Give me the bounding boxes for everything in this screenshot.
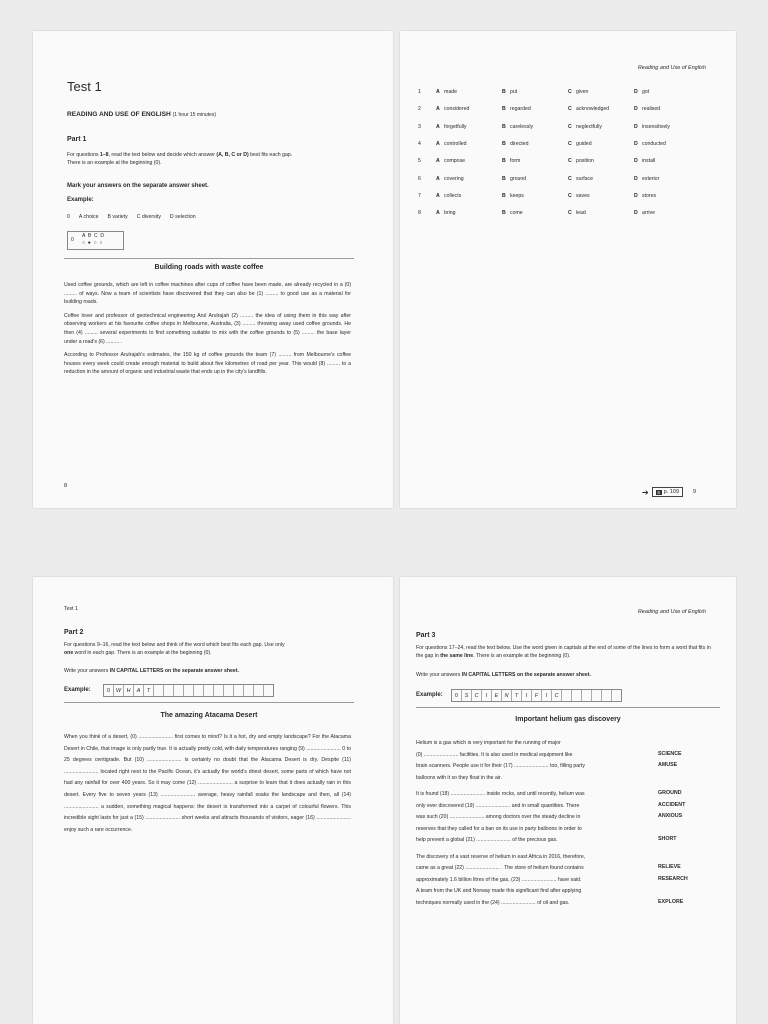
paragraph: According to Professor Arulrajah's estimates, the 150 kg of coffee grounds the team (7) ......... from Melbourne's coffee houses every week could create enough material to build about five kilometres of road per year. This would (8) ......... to a reduction in the amount of organic and industrial waste that ends up in the city's landfills. — [64, 352, 351, 376]
question-number: 3 — [418, 123, 421, 130]
page-number: 9 — [693, 489, 697, 495]
option-d: realised — [642, 106, 661, 113]
keyword: ACCIDENT — [658, 801, 686, 808]
question-number: 2 — [418, 106, 421, 113]
option-letter: C — [568, 106, 572, 113]
question-number: 4 — [418, 140, 421, 147]
divider — [416, 707, 720, 708]
example-answer-box — [67, 231, 124, 250]
option-letter: B — [502, 175, 506, 182]
option-a: covering — [444, 175, 464, 182]
option-c: neglectfully — [576, 123, 602, 130]
keyword: GROUND — [658, 790, 682, 796]
page-number: 8 — [64, 483, 68, 489]
letter-cell — [214, 685, 224, 696]
letter-cell: N — [502, 690, 512, 701]
text-line: came as a great (22) ........................ . The store of helium found contains — [416, 865, 584, 871]
option-b: regarded — [510, 106, 531, 113]
text-title: Building roads with waste coffee — [154, 264, 264, 271]
part-3-instructions — [416, 644, 716, 660]
question-number: 8 — [418, 210, 421, 217]
example-box-number: 0 — [71, 237, 74, 243]
option-letter: B — [502, 140, 506, 147]
keyword: SHORT — [658, 836, 677, 842]
option-letter: D — [634, 192, 638, 199]
option-letter: B — [502, 210, 506, 217]
letter-cell — [612, 690, 621, 701]
section-time: (1 hour 15 minutes) — [172, 112, 216, 118]
question-number: 5 — [418, 158, 421, 165]
option-letter: D — [634, 158, 638, 165]
option-letter: A — [436, 106, 440, 113]
option-row — [418, 176, 700, 182]
option-a: bring — [444, 210, 456, 217]
instr-bold: the same line — [440, 653, 474, 659]
option-letter: B — [502, 123, 506, 130]
letter-cell — [234, 685, 244, 696]
letter-cell — [602, 690, 612, 701]
text-line: A team from the UK and Norway made this significant find after applying — [416, 888, 582, 894]
part-1-instructions — [67, 151, 367, 167]
text-title: Important helium gas discovery — [515, 716, 621, 723]
option-a: collects — [444, 192, 462, 199]
instr-text: Write your answers — [64, 668, 110, 674]
page-11 — [400, 577, 736, 1024]
option-letter: C — [568, 210, 572, 217]
letter-cell — [174, 685, 184, 696]
letter-cell: I — [522, 690, 532, 701]
letter-cell: I — [482, 690, 492, 701]
option-c: given — [576, 89, 589, 95]
example-label: Example: — [64, 687, 91, 693]
instr-bold: one — [64, 650, 74, 656]
mark-answers-note: Mark your answers on the separate answer sheet. — [67, 183, 209, 189]
option-letter: D — [634, 140, 638, 147]
example-label: Example: — [67, 197, 94, 203]
part-1-heading: Part 1 — [67, 136, 87, 143]
option-b: keeps — [510, 192, 524, 199]
ref-text: p. 109 — [663, 489, 680, 495]
option-row — [418, 158, 700, 164]
letter-cell — [254, 685, 264, 696]
option-row — [418, 193, 700, 199]
text-line: reserves that they called for a ban on its use in party balloons in order to — [416, 825, 582, 832]
option-b: directed — [510, 140, 529, 147]
option-b: put — [510, 89, 518, 95]
text-line: The discovery of a vast reserve of helium in east Africa in 2016, therefore, — [416, 853, 586, 860]
option-letter: D — [634, 106, 638, 113]
letter-cell: E — [492, 690, 502, 701]
option-a: made — [444, 89, 457, 95]
option-d: arrive — [642, 210, 655, 217]
instr-range: 1–8 — [99, 152, 109, 158]
letter-cell — [582, 690, 592, 701]
keyword: RELIEVE — [658, 864, 681, 870]
example-label: Example: — [416, 692, 443, 698]
example-box-marks: ○ ● ○ ○ — [82, 240, 103, 246]
section-heading — [67, 111, 216, 118]
text-line: was such (20) ........................ among doctors over the steady decline in — [416, 814, 581, 820]
letter-cell — [184, 685, 194, 696]
letter-cell — [244, 685, 254, 696]
keyword: ANXIOUS — [658, 813, 683, 819]
option-letter: A — [436, 140, 440, 147]
option-row — [418, 124, 700, 130]
instr-text: word in each gap. There is an example at the beginning (0). — [73, 650, 212, 656]
instr-text: Write your answers — [416, 672, 462, 678]
letter-cell: I — [542, 690, 552, 701]
ref-box — [652, 487, 683, 497]
page-header: Reading and Use of English — [637, 65, 706, 71]
option-d: conducted — [642, 140, 666, 147]
option-row — [418, 89, 700, 95]
question-number: 7 — [418, 192, 421, 199]
option-letter: A — [436, 192, 440, 199]
keyword: SCIENCE — [658, 750, 682, 757]
option-letter: D — [634, 123, 638, 130]
part-2-heading: Part 2 — [64, 629, 84, 636]
option-a: controlled — [444, 140, 467, 147]
option-row — [418, 141, 700, 147]
example-number: 0 — [67, 214, 70, 220]
example-grid — [103, 684, 274, 697]
option-letter: C — [568, 192, 572, 199]
text-line: (0) ........................ facilities. It is also used in medical equipment like — [416, 751, 573, 758]
instr-text: For questions — [67, 152, 100, 158]
text-line: techniques normally used in the (24) ........................ of oil and gas. — [416, 899, 570, 906]
letter-cell: A — [134, 685, 144, 696]
option-letter: A — [436, 123, 440, 130]
keyword: EXPLORE — [658, 898, 684, 905]
instr-abcd: (A, B, C or D) — [216, 152, 249, 158]
letter-cell: T — [144, 685, 154, 696]
letter-cell: T — [512, 690, 522, 701]
page-8 — [33, 31, 393, 508]
letter-cell — [204, 685, 214, 696]
option-c: guided — [576, 140, 592, 147]
part-3-heading: Part 3 — [416, 632, 436, 639]
letter-cell — [562, 690, 572, 701]
instr-text: best fits each gap. — [248, 152, 293, 158]
keyword: AMUSE — [658, 762, 678, 768]
option-row — [418, 210, 700, 216]
option-d: stores — [642, 192, 657, 199]
option-d: insensitively — [642, 123, 670, 130]
page-10 — [33, 577, 393, 1024]
page-header: Reading and Use of English — [637, 609, 706, 615]
example-option: B variety — [107, 214, 128, 220]
text-title: The amazing Atacama Desert — [160, 712, 258, 719]
option-b: form — [510, 158, 521, 165]
example-option: A choice — [78, 214, 99, 220]
option-letter: C — [568, 140, 572, 147]
option-b: carelessly — [510, 123, 534, 130]
option-letter: C — [568, 158, 572, 165]
option-a: considered — [444, 106, 470, 113]
text-line: approximately 1.6 billion litres of the gas, (23) ........................ have said. — [416, 876, 582, 883]
instr-bold: IN CAPITAL LETTERS on the separate answer sheet. — [109, 668, 239, 674]
option-letter: B — [502, 158, 506, 165]
letter-cell: C — [472, 690, 482, 701]
option-letter: A — [436, 210, 440, 217]
text-line: only ever discovered (19) ........................ and in small quantities. There — [416, 802, 580, 809]
write-answers-note — [64, 667, 239, 675]
instr-text: , read the text below and decide which answer — [108, 152, 217, 158]
example-option: D selection — [169, 214, 196, 220]
letter-cell: S — [462, 690, 472, 701]
option-d: install — [642, 158, 656, 165]
option-c: saves — [576, 192, 590, 199]
example-option: C diversity — [136, 214, 161, 220]
example-number-cell: 0 — [452, 690, 462, 701]
text-line: balloons with it so they float in the air. — [416, 774, 502, 781]
example-box-letters: A B C D — [82, 233, 104, 239]
text-line: Helium is a gas which is very important for the running of major — [416, 740, 561, 746]
question-number: 6 — [418, 175, 421, 182]
text-body — [64, 281, 351, 382]
option-d: got — [642, 89, 650, 95]
option-c: acknowledged — [576, 106, 610, 113]
test-label: Test 1 — [64, 606, 78, 612]
instr-text: For questions 9–16, read the text below and think of the word which best fits each gap. Use only — [64, 642, 285, 648]
part-2-instructions — [64, 641, 364, 657]
instr-text: There is an example at the beginning (0). — [67, 160, 162, 166]
page-9 — [400, 31, 736, 508]
letter-cell — [194, 685, 204, 696]
instr-text: For questions 17–24, read the text below. Use the word given in capitals at the end of some of the lines to form a word that fits in the gap in — [416, 645, 711, 659]
example-grid — [451, 689, 622, 702]
letter-cell — [164, 685, 174, 696]
option-letter: B — [502, 192, 506, 199]
option-letter: C — [568, 123, 572, 130]
instr-text: . There is an example at the beginning (0). — [473, 653, 571, 659]
option-a: compose — [444, 158, 466, 165]
instr-bold: IN CAPITAL LETTERS on the separate answer sheet. — [461, 672, 591, 678]
page-ref — [642, 487, 696, 497]
option-letter: A — [436, 175, 440, 182]
letter-cell — [224, 685, 234, 696]
letter-cell — [592, 690, 602, 701]
write-answers-note — [416, 671, 591, 679]
example-options — [67, 213, 196, 221]
paragraph: Coffee lover and professor of geotechnical engineering Arul Arulrajah (2) ......... the idea of using them in this way after observing workers at his favourite coffee shops in Melbourne, Australia, (3) ......... throwing away used coffee grounds. He then (4) ......... several experiments to find something suitable to mix with the coffee grounds to (5) ......... the base layer under a road's (6) ......... . — [64, 312, 351, 345]
letter-cell — [154, 685, 164, 696]
text-line: brain scanners. People use it for their (17) ........................ too, filling party — [416, 763, 585, 769]
divider — [64, 258, 354, 259]
test-title: Test 1 — [67, 79, 102, 94]
section-title: READING AND USE OF ENGLISH — [67, 111, 171, 118]
option-letter: D — [634, 175, 638, 182]
option-letter: A — [436, 89, 440, 95]
option-d: exterior — [642, 175, 660, 182]
text-line: help prevent a global (21) ........................ of the precious gas. — [416, 837, 558, 843]
letter-cell: C — [552, 690, 562, 701]
example-number-cell: 0 — [104, 685, 114, 696]
option-c: position — [576, 158, 594, 165]
letter-cell — [572, 690, 582, 701]
option-row — [418, 106, 700, 112]
option-c: surface — [576, 175, 594, 182]
option-c: lead — [576, 210, 586, 217]
text-body: When you think of a desert, (0) ........................ first comes to mind? Is it a hot, dry and empty landscape? For the Atacama Desert in Chile, that image is only partly true. It is actually pretty cold, with daily temperatures ranging (9) ........................ 0 to 25 degrees centigrade. But (10) ........................ is certainly no doubt that the Atacama Desert is dry. Despite (11) ........................ located right next to the Pacific Ocean, it's actually the world's driest desert, some parts of which have not had any rainfall for over 400 years. So it may come (12) ........................ a surprise to learn that it does actually rain in this desert. Every five to seven years (13) ........................ average, heavy rainfall soaks the landscape and then, all (14) ........................ a sudden, something magical happens: the desert is transformed into a carpet of colourful flowers. This incredible sight lasts for just a (15) ........................ short weeks and attracts thousands of visitors, eager (16) ........................ enjoy such a rare occurrence. — [64, 734, 351, 833]
keyword: RESEARCH — [658, 875, 688, 882]
question-number: 1 — [418, 89, 421, 95]
option-letter: C — [568, 175, 572, 182]
letter-cell: W — [114, 685, 124, 696]
option-b: come — [510, 210, 523, 217]
option-a: forgetfully — [444, 123, 467, 130]
speaking-icon: S — [657, 489, 661, 495]
option-letter: D — [634, 210, 638, 217]
option-letter: B — [502, 89, 506, 95]
letter-cell — [264, 685, 273, 696]
option-letter: D — [634, 89, 638, 95]
option-b: ground — [510, 175, 527, 182]
text-line: It is found (18) ........................ inside rocks, and until recently, helium was — [416, 791, 585, 797]
letter-cell: H — [124, 685, 134, 696]
option-letter: C — [568, 89, 572, 95]
divider — [64, 702, 354, 703]
letter-cell: F — [532, 690, 542, 701]
arrow-right-icon: ➔ — [642, 487, 649, 497]
option-letter: A — [436, 158, 440, 165]
option-letter: B — [502, 106, 506, 113]
paragraph: Used coffee grounds, which are left in coffee machines after cups of coffee have been made, are already recycled in a (0) ......... of ways. Now a team of scientists have discovered that they can also be (1) ......... to good use as a material for building roads. — [64, 282, 351, 306]
